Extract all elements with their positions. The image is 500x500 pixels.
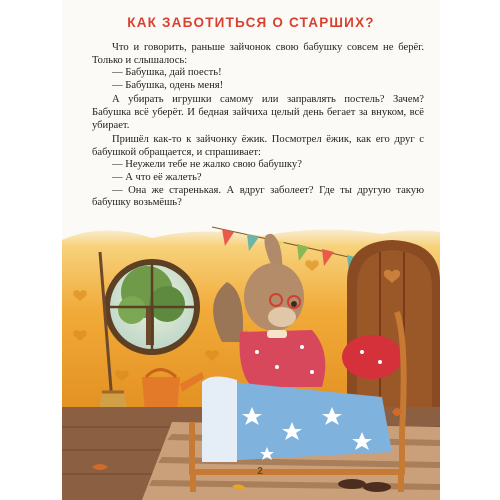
paragraph: Пришёл как-то к зайчонку ёжик. Посмотрел ёжик, как его друг с бабушкой обращается, и спрашивает:: [92, 134, 424, 158]
page-number: 2: [257, 466, 263, 477]
paragraph: — Она же старенькая. А вдруг заболеет? Где ты другую такую бабушку возьмёшь?: [92, 184, 424, 209]
story-text: [92, 42, 424, 210]
paragraph: — Неужели тебе не жалко свою бабушку?: [112, 159, 302, 171]
wooden-door-icon: [347, 240, 440, 422]
paragraph: — Бабушка, дай поесть!: [112, 67, 222, 79]
page-title: КАК ЗАБОТИТЬСЯ О СТАРШИХ?: [127, 15, 375, 30]
paragraph: — Бабушка, одень меня!: [112, 79, 224, 91]
paragraph: Что и говорить, раньше зайчонок свою бабушку совсем не берёг. Только и слышалось:: [92, 42, 424, 66]
book-page: [62, 0, 440, 500]
paragraph: — А что её жалеть?: [112, 171, 202, 183]
illustration: [62, 222, 440, 500]
paragraph: А убирать игрушки самому или заправлять постель? Зачем? Бабушка всё уберёт. И бедная зайчиха целый день бегает за внуком, всё убирает.: [92, 94, 424, 131]
window-with-tree-icon: [104, 259, 200, 355]
